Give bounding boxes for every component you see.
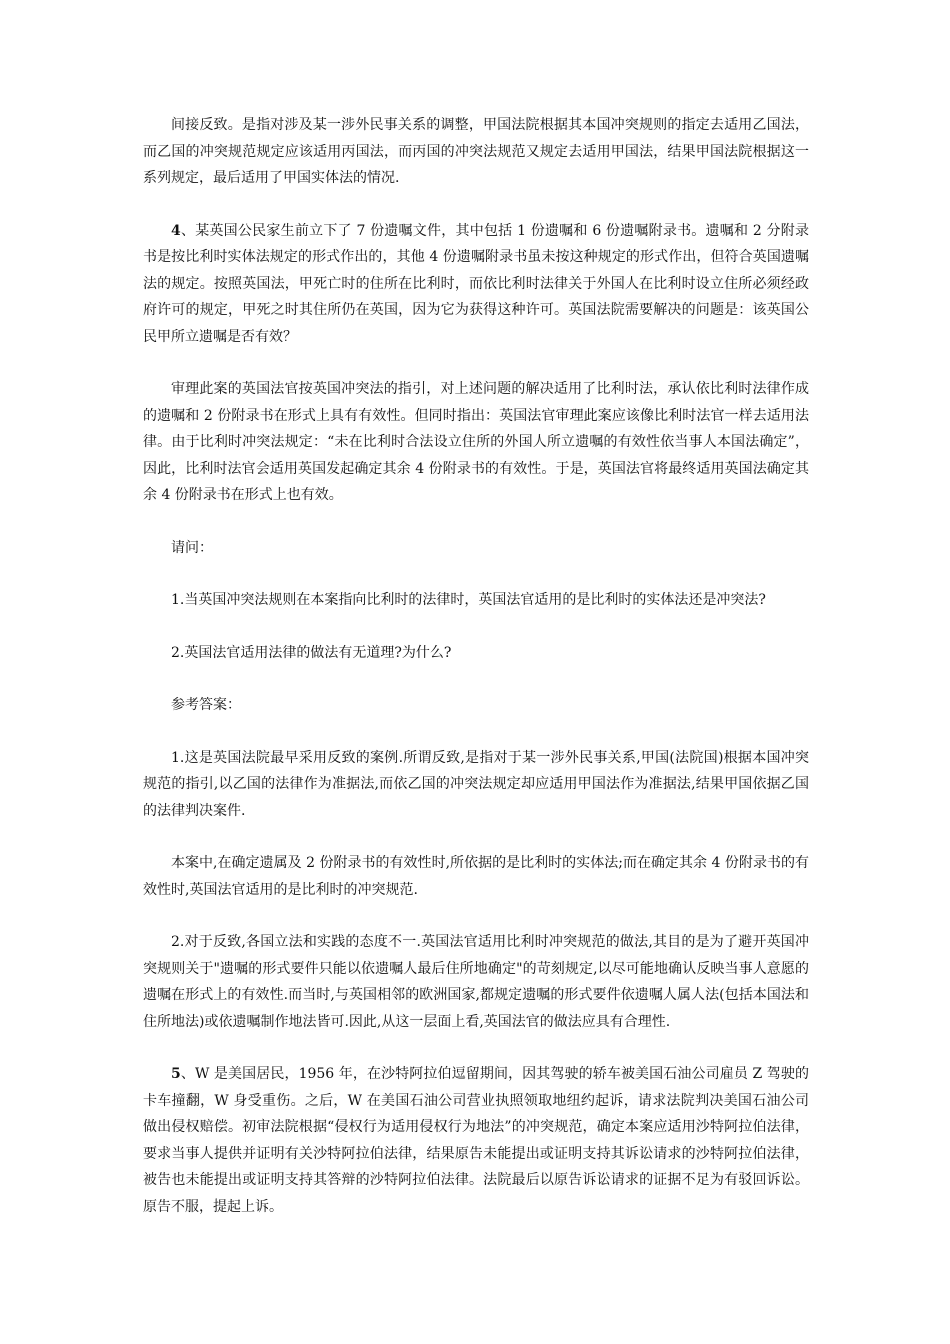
answer-heading bbox=[143, 692, 809, 719]
case-4-judgment-paragraph bbox=[143, 376, 809, 509]
answer-2 bbox=[143, 929, 809, 1035]
paragraph-text: 2.英国法官适用法律的做法有无道理?为什么? bbox=[171, 644, 452, 661]
case-4-paragraph bbox=[143, 218, 809, 351]
paragraph-text: 审理此案的英国法官按英国冲突法的指引，对上述问题的解决适用了比利时法，承认依比利时法律作成的遗嘱和 2 份附录书在形式上具有有效性。但同时指出：英国法官审理此案应该像比利时法官一样去适用法律。由于比利时冲突法规定：“未在比利时合法设立住所的外国人所立遗嘱的有效性依当事人本国法确定”，因此，比利时法官会适用英国发起确定其余 4 份附录书的有效性。于是，英国法官将最终适用英国法确定其余 4 份附录书在形式上也有效。 bbox=[143, 381, 809, 503]
paragraph-text: 参考答案： bbox=[171, 697, 241, 713]
paragraph-text: 请问： bbox=[171, 539, 213, 556]
paragraph-text: 2.对于反致,各国立法和实践的态度不一.英国法官适用比利时冲突规范的做法,其目的是为了避开英国冲突规则关于"遗嘱的形式要件只能以依遗嘱人最后住所地确定"的苛刻规定,以尽可能地确认反映当事人意愿的遗嘱在形式上的有效性.而当时,与英国相邻的欧洲国家,都规定遗嘱的形式要件依遗嘱人属人法(包括本国法和住所地法)或依遗嘱制作地法皆可.因此,从这一层面上看,英国法官的做法应具有合理性. bbox=[143, 934, 809, 1030]
answer-1-detail bbox=[143, 850, 809, 903]
document-body bbox=[143, 112, 809, 1246]
answer-1 bbox=[143, 745, 809, 825]
question-2 bbox=[143, 640, 809, 667]
paragraph-text: 、W 是美国居民，1956 年，在沙特阿拉伯逗留期间，因其驾驶的轿车被美国石油公司雇员 Z 驾驶的卡车撞翻，W 身受重伤。之后，W 在美国石油公司营业执照领取地纽约起诉，请求法院判决美国石油公司做出侵权赔偿。初审法院根据“侵权行为适用侵权行为地法”的冲突规范，确定本案应适用沙特阿拉伯法律，要求当事人提供并证明有关沙特阿拉伯法律，结果原告未能提出或证明支持其诉讼请求的沙特阿拉伯法律，被告也未能提出或证明支持其答辩的沙特阿拉伯法律。法院最后以原告诉讼请求的证据不足为有驳回诉讼。原告不服，提起上诉。 bbox=[143, 1066, 809, 1215]
paragraph-text: 1.当英国冲突法规则在本案指向比利时的法律时，英国法官适用的是比利时的实体法还是冲突法? bbox=[171, 592, 766, 608]
paragraph-text: 、某英国公民家生前立下了 7 份遗嘱文件，其中包括 1 份遗嘱和 6 份遗嘱附录书。遗嘱和 2 分附录书是按比利时实体法规定的形式作出的，其他 4 份遗嘱附录书虽未按这种规定的形式作出，但符合英国遗嘱法的规定。按照英国法，甲死亡时的住所在比利时，而依比利时法律关于外国人在比利时设立住所必须经政府许可的规定，甲死之时其住所仍在英国，因为它为获得这种许可。英国法院需要解决的问题是：该英国公民甲所立遗嘱是否有效？ bbox=[143, 222, 809, 345]
case-number: 5 bbox=[171, 1066, 181, 1082]
case-number: 4 bbox=[171, 222, 181, 239]
case-5-paragraph bbox=[143, 1061, 809, 1220]
paragraph-text: 本案中,在确定遗属及 2 份附录书的有效性时,所依据的是比利时的实体法;而在确定其余 4 份附录书的有效性时,英国法官适用的是比利时的冲突规范. bbox=[143, 855, 809, 898]
question-heading bbox=[143, 535, 809, 562]
paragraph-indirect-renvoi bbox=[143, 112, 809, 192]
paragraph-text: 1.这是英国法院最早采用反致的案例.所谓反致,是指对于某一涉外民事关系,甲国(法院国)根据本国冲突规范的指引,以乙国的法律作为准据法,而依乙国的冲突法规定却应适用甲国法作为准据法,结果甲国依据乙国的法律判决案件. bbox=[143, 749, 809, 819]
question-1 bbox=[143, 587, 809, 614]
paragraph-text: 间接反致。是指对涉及某一涉外民事关系的调整，甲国法院根据其本国冲突规则的指定去适用乙国法，而乙国的冲突规范规定应该适用丙国法，而丙国的冲突法规范又规定去适用甲国法，结果甲国法院根据这一系列规定，最后适用了甲国实体法的情况. bbox=[143, 117, 809, 186]
